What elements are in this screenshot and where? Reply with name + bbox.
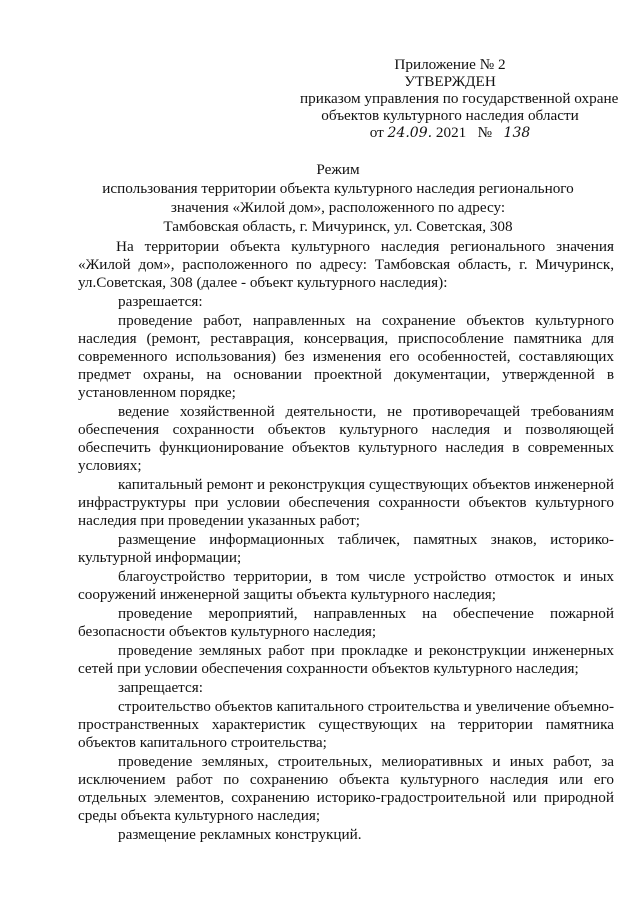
allowed-item: ведение хозяйственной деятельности, не противоречащей требованиям обеспечения сохранности объектов культурного наследия и позволяющей обеспечить функционирование объектов культурного наследия в современных условиях; xyxy=(78,403,614,474)
order-issuer-line2: объектов культурного наследия области xyxy=(321,107,579,124)
allowed-item: размещение информационных табличек, памятных знаков, историко-культурной информации; xyxy=(78,531,614,566)
title-line-1: использования территории объекта культурного наследия регионального xyxy=(102,180,574,197)
forbidden-item: проведение земляных, строительных, мелиоративных и иных работ, за исключением работ по сохранению объекта культурного наследия или его отдельных элементов, сохранению историко-градостроительной или природной среды объекта культурного наследия; xyxy=(78,753,614,824)
order-issuer-line1: приказом управления по государственной охране xyxy=(300,90,619,107)
forbidden-item: размещение рекламных конструкций. xyxy=(118,826,362,843)
allowed-item: благоустройство территории, в том числе устройство отмосток и иных сооружений инженерной защиты объекта культурного наследия; xyxy=(78,568,614,603)
handwritten-number: 138 xyxy=(503,125,531,141)
forbidden-item: строительство объектов капитального строительства и увеличение объемно-пространственных характеристик существующих на территории памятника объектов капитального строительства; xyxy=(78,698,614,751)
forbidden-heading: запрещается: xyxy=(118,679,203,696)
handwritten-date: 24.09. xyxy=(387,125,433,141)
title-heading: Режим xyxy=(316,161,360,178)
number-sign: № xyxy=(477,124,493,141)
allowed-item: проведение земляных работ при прокладке и реконструкции инженерных сетей при условии обеспечения сохранности объектов культурного наследия; xyxy=(78,642,614,677)
allowed-heading: разрешается: xyxy=(118,293,203,310)
allowed-item: проведение мероприятий, направленных на обеспечение пожарной безопасности объектов культурного наследия; xyxy=(78,605,614,640)
approval-stamp-block xyxy=(300,56,619,142)
approved-label: УТВЕРЖДЕН xyxy=(404,73,496,90)
title-line-2: значения «Жилой дом», расположенного по адресу: xyxy=(170,199,506,216)
allowed-item: проведение работ, направленных на сохранение объектов культурного наследия (ремонт, реставрация, консервация, приспособление памятника для современного использования) без изменения его особенностей, составляющих предмет охраны, на основании проектной документации, утвержденной в установленном порядке; xyxy=(78,312,614,401)
appendix-number: Приложение № 2 xyxy=(394,56,506,73)
intro-paragraph: На территории объекта культурного наследия регионального значения «Жилой дом», расположенного по адресу: Тамбовская область, г. Мичуринск, ул.Советская, 308 (далее - объект культурного наследия): xyxy=(78,238,614,291)
date-prefix: от xyxy=(369,124,384,141)
document-title xyxy=(60,160,616,236)
allowed-item: капитальный ремонт и реконструкция существующих объектов инженерной инфраструктуры при условии обеспечения сохранности объектов культурного наследия при проведении указанных работ; xyxy=(78,476,614,529)
order-date-line xyxy=(300,124,600,142)
title-address: Тамбовская область, г. Мичуринск, ул. Советская, 308 xyxy=(163,218,513,235)
order-year: 2021 xyxy=(435,124,467,141)
document-body xyxy=(78,238,614,845)
